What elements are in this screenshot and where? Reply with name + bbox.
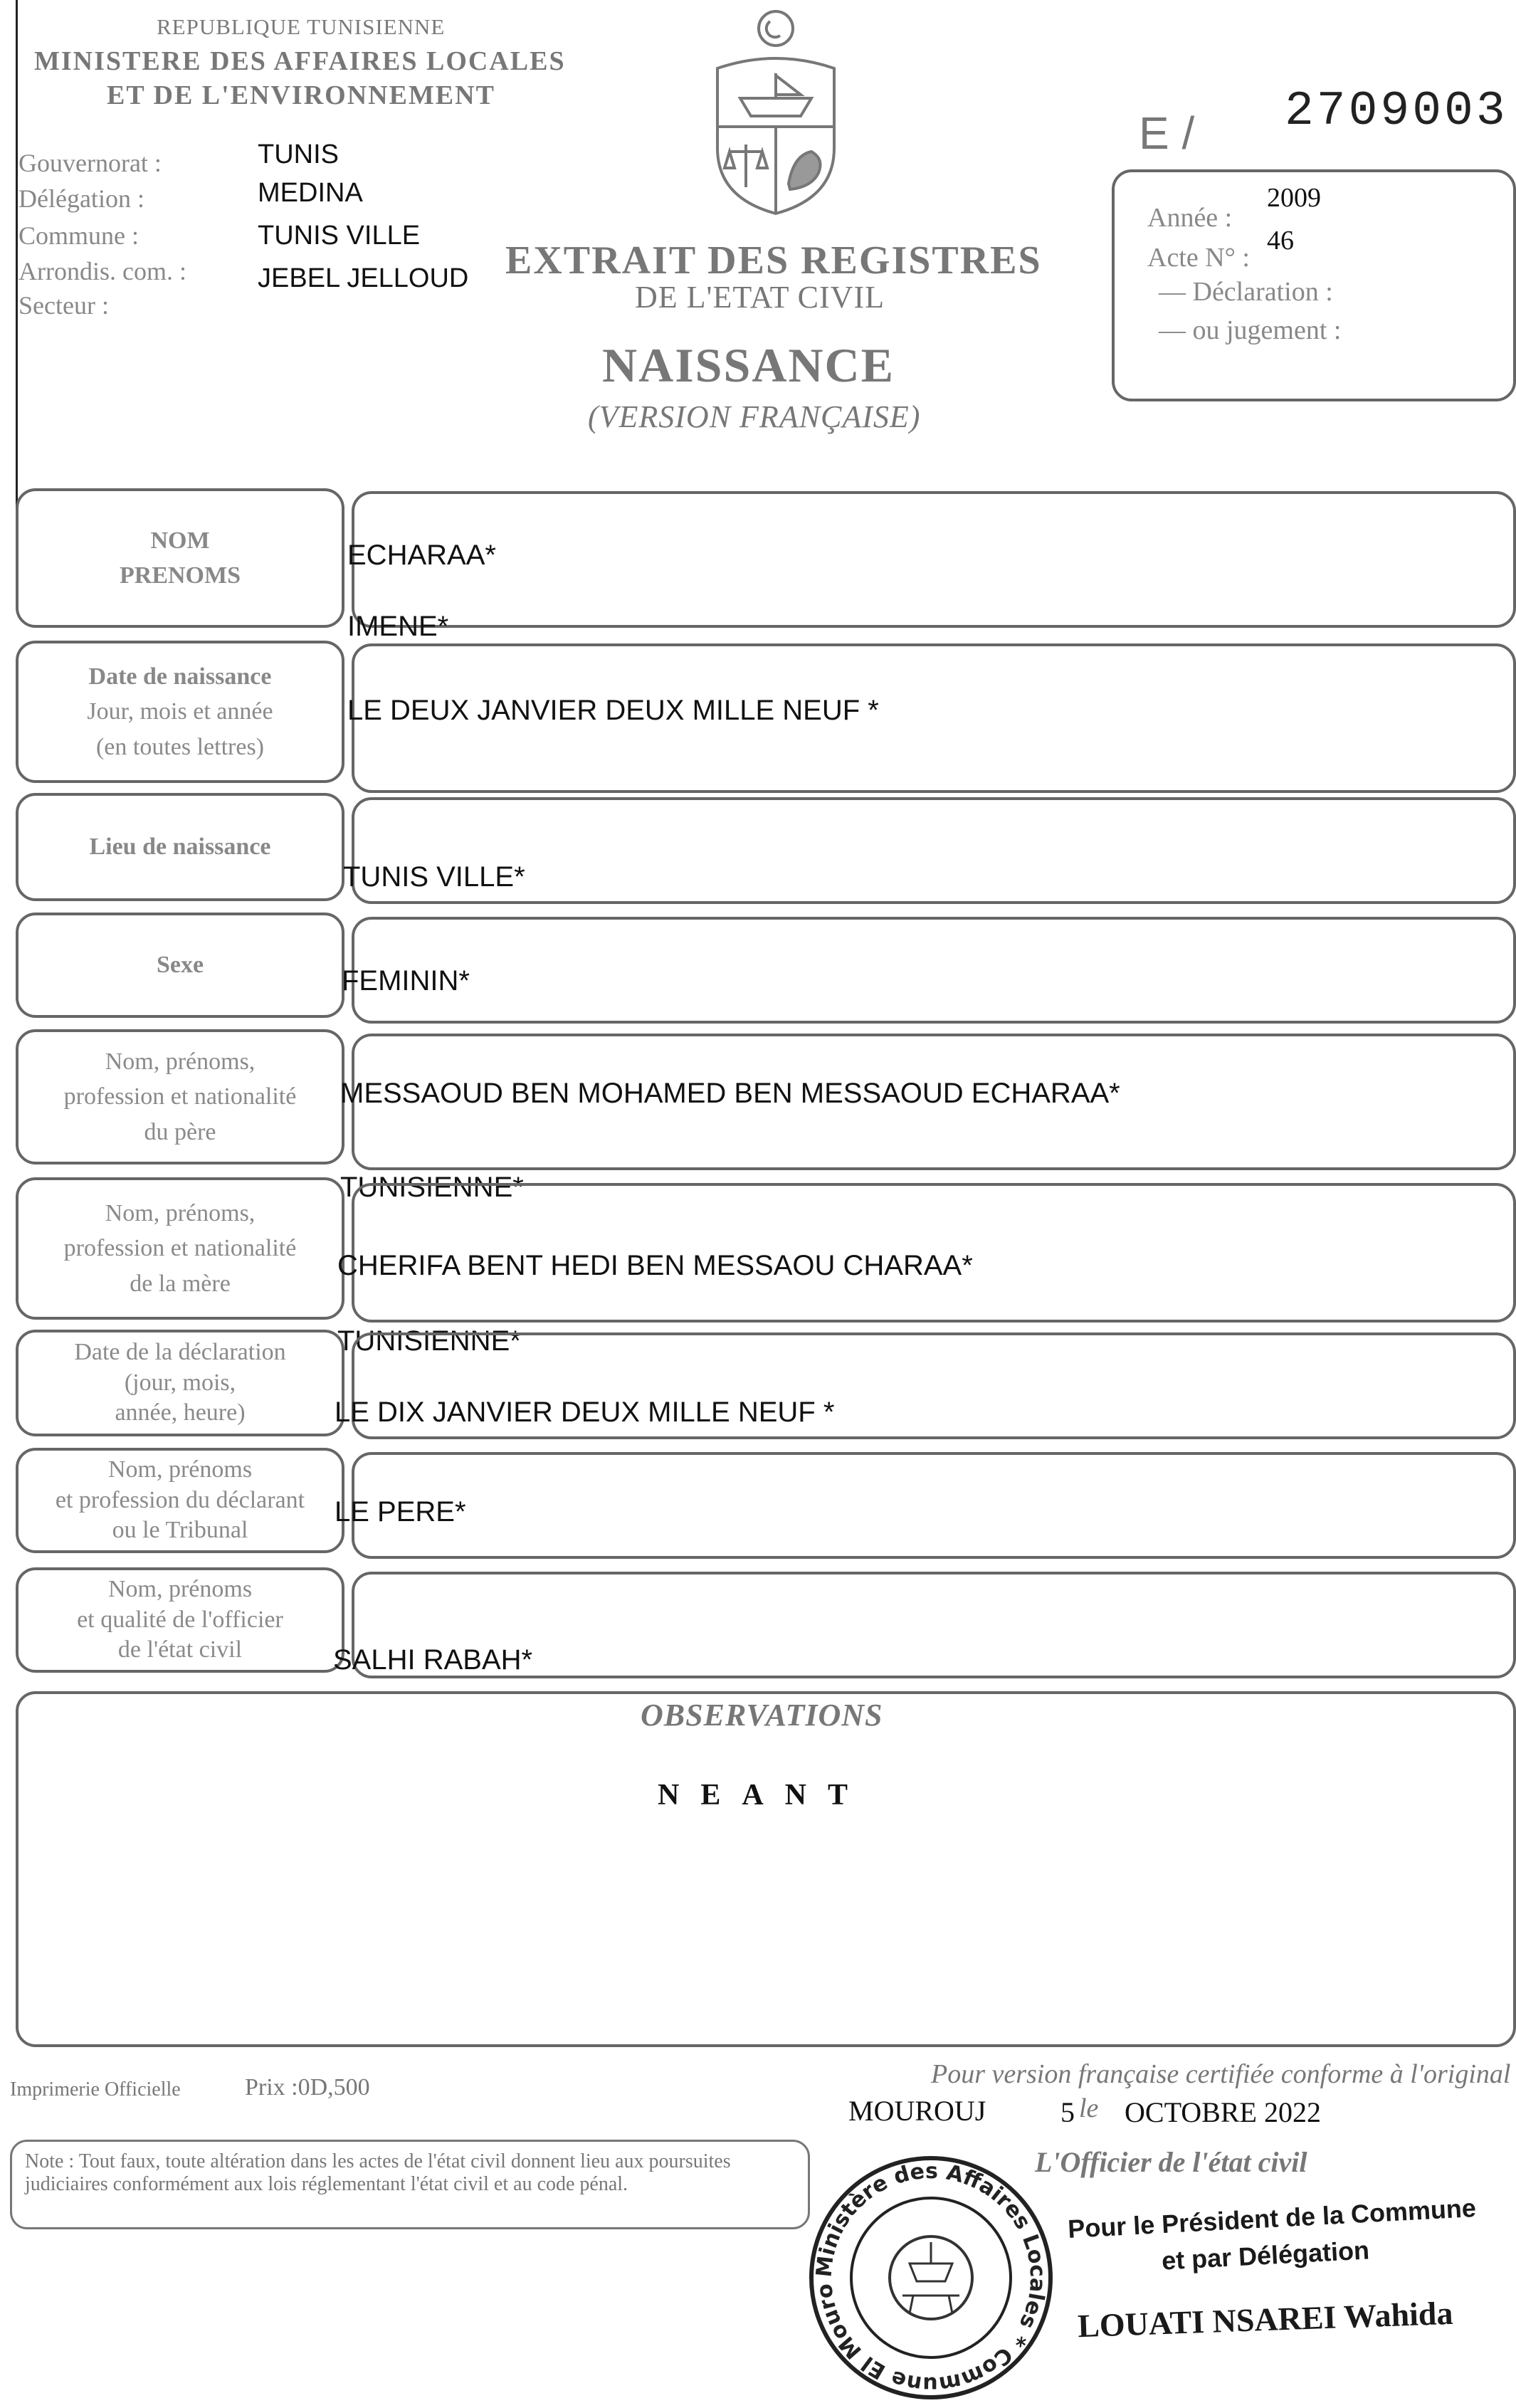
officer-value: SALHI RABAH* [333,1644,533,1676]
father-label-1: Nom, prénoms, [105,1048,256,1076]
observations-frame [16,1691,1516,2047]
sex-label: Sexe [156,952,204,979]
stamp-line1: Pour le Président de la Commune [1067,2193,1477,2244]
birthdate-label-3: (en toutes lettres) [95,733,265,760]
printer-label: Imprimerie Officielle [10,2078,181,2101]
republic-heading: REPUBLIQUE TUNISIENNE [157,14,446,39]
sex-value: FEMININ* [342,965,470,997]
officer-title: L'Officier de l'état civil [1035,2146,1307,2178]
row-sex-label [16,913,344,1018]
nom-value: ECHARAA* [347,540,496,571]
mother-label-3: de la mère [130,1270,231,1297]
stamp-line2: et par Délégation [1161,2235,1370,2276]
commune-value: TUNIS VILLE [258,221,421,251]
delegation-label: Délégation : [19,184,144,213]
seal-text: Ministère des Affaires Locales * Commune El Mouro [811,2158,1051,2397]
row-sex-value-frame [352,917,1516,1024]
observations-value: NEANT [658,1779,870,1812]
row-nom-value-frame [352,491,1516,628]
arrondissement-label: Arrondis. com. : [19,257,186,285]
row-declarant-label [16,1448,344,1553]
mother-label-1: Nom, prénoms, [105,1200,256,1227]
officer-label-1: Nom, prénoms [107,1576,253,1603]
declaration-date-label-2: (jour, mois, [124,1369,236,1396]
birthdate-label-2: Jour, mois et année [87,698,273,725]
row-officer-label [16,1567,344,1673]
legal-note: Note : Tout faux, toute altération dans les actes de l'état civil donnent lieu aux poursuites judiciaires conformément aux lois réglementant l'état civil et au code pénal. [10,2140,810,2229]
acte-label: Acte N° : [1147,243,1250,273]
gouvernorat-label: Gouvernorat : [19,149,162,177]
declaration-date-label-3: année, heure) [115,1399,246,1426]
signature-name: LOUATI NSAREI Wahida [1077,2294,1454,2345]
certified-note: Pour version française certifiée conforme à l'original [931,2059,1511,2089]
nom-label: NOM [150,527,210,554]
declaration-label: — Déclaration : [1159,277,1333,307]
reference-number: 2709003 [1285,84,1508,139]
father-label-3: du père [144,1118,216,1145]
seal-graphic-icon [803,2150,1059,2404]
row-declarant-value-frame [352,1452,1516,1559]
birthplace-value: TUNIS VILLE* [343,861,525,893]
mother-label-2: profession et nationalité [63,1235,297,1262]
reference-prefix: E / [1139,107,1195,159]
jugement-label: — ou jugement : [1159,315,1342,345]
officer-label-2: et qualité de l'officier [77,1606,283,1633]
row-declaration-label [16,1330,344,1436]
secteur-label: Secteur : [19,291,109,320]
declarant-value: LE PERE* [335,1496,466,1528]
delegation-value: MEDINA [258,178,363,208]
declaration-date-value: LE DIX JANVIER DEUX MILLE NEUF * [335,1397,835,1428]
father-label-2: profession et nationalité [63,1083,297,1110]
father-name-value: MESSAOUD BEN MOHAMED BEN MESSAOUD ECHARAA* [340,1078,1120,1109]
mother-name-value: CHERIFA BENT HEDI BEN MESSAOU CHARAA* [337,1250,973,1281]
price-label: Prix :0D,500 [245,2074,370,2101]
declarant-label-3: ou le Tribunal [112,1517,248,1544]
gouvernorat-value: TUNIS [258,140,339,169]
month-year-value: OCTOBRE 2022 [1125,2096,1321,2128]
birthdate-value: LE DEUX JANVIER DEUX MILLE NEUF * [347,695,879,726]
row-birthplace-label [16,793,344,901]
annee-label: Année : [1147,203,1233,233]
acte-value: 46 [1267,226,1294,256]
row-birthplace-value-frame [352,797,1516,904]
declaration-date-label-1: Date de la déclaration [74,1339,286,1366]
prenoms-value: IMENE* [347,611,449,642]
doc-title-version: (VERSION FRANÇAISE) [588,399,921,434]
coat-of-arms-emblem [705,6,847,219]
officer-label-3: de l'état civil [117,1636,243,1663]
row-father-label [16,1029,344,1164]
father-nationality-value: TUNISIENNE* [340,1172,524,1203]
declarant-label-2: et profession du déclarant [55,1486,305,1513]
official-seal [803,2150,1059,2404]
mother-nationality-value: TUNISIENNE* [337,1325,521,1357]
place-value: MOUROUJ [848,2095,986,2127]
annee-value: 2009 [1267,183,1321,213]
birthdate-label-1: Date de naissance [88,663,272,690]
prenoms-label: PRENOMS [120,562,241,589]
commune-label: Commune : [19,221,139,250]
arrondissement-value: JEBEL JELLOUD [258,263,469,293]
doc-title-extrait: EXTRAIT DES REGISTRES [505,238,1042,283]
doc-title-naissance: NAISSANCE [602,338,895,392]
day-value: 5 [1060,2096,1075,2128]
svg-text:Ministère des Affaires Locales [803,2150,1050,2397]
row-birthdate-label [16,641,344,783]
doc-title-etat-civil: DE L'ETAT CIVIL [635,280,885,315]
le-label: le [1079,2093,1099,2123]
row-nom-label [16,488,344,628]
birthplace-label: Lieu de naissance [89,834,271,861]
margin-line [16,0,18,527]
row-mother-label [16,1177,344,1320]
ministry-line1: MINISTERE DES AFFAIRES LOCALES [34,46,566,76]
declarant-label-1: Nom, prénoms [107,1456,253,1483]
ministry-line2: ET DE L'ENVIRONNEMENT [107,80,495,110]
observations-title: OBSERVATIONS [641,1698,883,1733]
